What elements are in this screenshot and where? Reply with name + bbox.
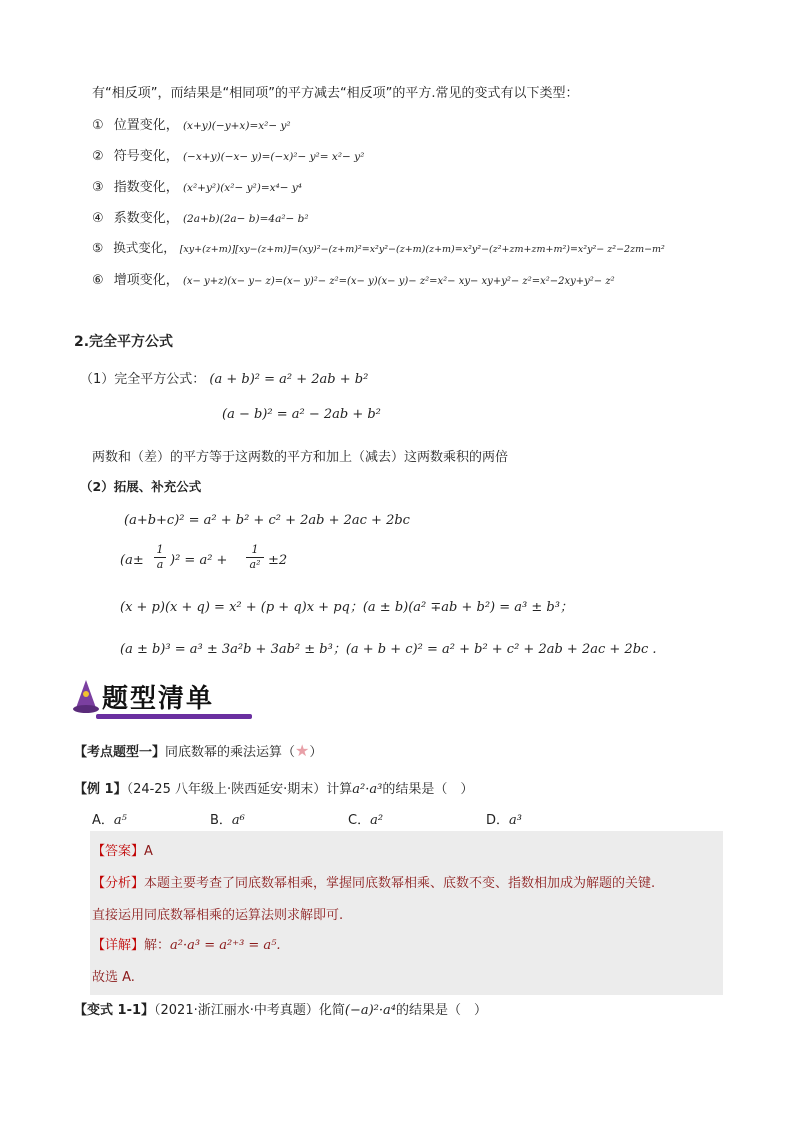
ext2-mid: )² = a² + <box>170 553 228 568</box>
option-value: a³ <box>509 813 522 828</box>
analysis-tag: 【分析】 <box>92 876 145 891</box>
item-number: ④ <box>92 211 104 226</box>
answer-value: A <box>144 844 153 859</box>
frac-den: a² <box>249 558 261 571</box>
frac-num: 1 <box>154 543 166 558</box>
item-label: 增项变化， <box>113 273 179 288</box>
answer-tag: 【答案】 <box>92 844 145 859</box>
list-item <box>92 207 309 226</box>
item-label: 符号变化， <box>113 149 179 164</box>
item-label: 换式变化， <box>113 240 176 255</box>
formula-diff-square: (a − b)² = a² − 2ab + b² <box>222 407 381 422</box>
option-a <box>92 809 127 828</box>
example-question <box>74 778 473 797</box>
analysis-line-2: 直接运用同底数幂相乘的运算法则求解即可. <box>92 908 344 923</box>
item-label: 位置变化， <box>113 118 179 133</box>
section-banner <box>72 674 252 722</box>
analysis-line <box>92 872 655 891</box>
type-bracket: 【考点题型一】 <box>74 745 166 760</box>
list-item <box>92 176 302 195</box>
option-value: a⁵ <box>113 813 127 828</box>
item-label: 系数变化， <box>113 211 179 226</box>
ext2-right: ±2 <box>268 553 288 568</box>
list-item <box>92 269 615 288</box>
example-tail: 的结果是（ ） <box>382 782 474 797</box>
item-expr: (2a+b)(2a− b)=4a²− b² <box>182 213 309 225</box>
sub-heading-1 <box>80 368 368 387</box>
ext-formula-3: (x + p)(x + q) = x² + (p + q)x + pq；(a ± b)(a² ∓ab + b²) = a³ ± b³； <box>120 600 573 615</box>
fraction-1 <box>154 543 166 572</box>
ext2-left: (a± <box>120 553 144 568</box>
fraction-2 <box>246 543 264 572</box>
option-b <box>210 809 245 828</box>
item-label: 指数变化， <box>113 180 179 195</box>
formula-description: 两数和（差）的平方等于这两数的平方和加上（减去）这两数乘积的两倍 <box>92 450 509 465</box>
variant-question <box>74 999 487 1018</box>
option-d <box>486 809 522 828</box>
option-letter: B． <box>210 813 232 828</box>
item-number: ⑥ <box>92 273 104 288</box>
section-title: 2.完全平方公式 <box>74 334 174 350</box>
detail-line <box>92 934 281 953</box>
banner-underline <box>96 714 252 719</box>
type-close: ） <box>309 745 323 760</box>
item-number: ③ <box>92 180 104 195</box>
frac-den: a <box>156 558 164 571</box>
conclusion-text: 故选 A. <box>92 970 135 985</box>
list-item <box>92 145 364 164</box>
variant-tail: 的结果是（ ） <box>395 1003 487 1018</box>
sub-label: （1）完全平方公式： <box>80 372 206 387</box>
detail-tag: 【详解】 <box>92 938 145 953</box>
list-item <box>92 238 665 256</box>
item-number: ① <box>92 118 104 133</box>
formula-sum-square: (a + b)² = a² + 2ab + b² <box>209 372 369 387</box>
item-expr: (−x+y)(−x− y)=(−x)²− y²= x²− y² <box>182 151 365 163</box>
star-icon: ★ <box>295 741 310 760</box>
ext-formula-4: (a ± b)³ = a³ ± 3a²b + 3ab² ± b³；(a + b + c)² = a² + b² + c² + 2ab + 2ac + 2bc . <box>120 642 657 657</box>
item-expr: (x− y+z)(x− y− z)=(x− y)²− z²=(x− y)(x− y)− z²=x²− xy− xy+y²− z²=x²−2xy+y²− z² <box>182 276 615 287</box>
question-type-heading <box>74 741 322 760</box>
detail-expr: a²·a³ = a²⁺³ = a⁵. <box>170 938 281 953</box>
option-value: a⁶ <box>231 813 245 828</box>
item-expr: (x+y)(−y+x)=x²− y² <box>182 120 291 132</box>
option-c <box>348 809 383 828</box>
analysis-text: 本题主要考查了同底数幂相乘，掌握同底数幂相乘、底数不变、指数相加成为解题的关键. <box>144 876 656 891</box>
detail-text: 解： <box>144 938 171 953</box>
item-number: ⑤ <box>92 240 104 255</box>
variant-tag: 【变式 1-1】 <box>74 1003 155 1018</box>
example-tag: 【例 1】 <box>74 782 127 797</box>
ext-formula-1: (a+b+c)² = a² + b² + c² + 2ab + 2ac + 2bc <box>124 513 410 528</box>
option-value: a² <box>370 813 384 828</box>
item-expr: (x²+y²)(x²− y²)=x⁴− y⁴ <box>182 182 303 194</box>
item-number: ② <box>92 149 104 164</box>
option-letter: A． <box>92 813 114 828</box>
intro-text: 有“相反项”，而结果是“相同项”的平方减去“相反项”的平方.常见的变式有以下类型： <box>92 86 579 101</box>
frac-num: 1 <box>246 543 264 558</box>
option-letter: C． <box>348 813 371 828</box>
wizard-hat-icon <box>72 678 100 716</box>
variant-expr: (−a)²·a⁴ <box>344 1003 396 1018</box>
list-item <box>92 114 291 133</box>
item-expr: [xy+(z+m)][xy−(z+m)]=(xy)²−(z+m)²=x²y²−(z+m)(z+m)=x²y²−(z²+zm+zm+m²)=x²y²− z²−2zm−m² <box>179 244 665 255</box>
variant-text: （2021·浙江丽水·中考真题）化简 <box>154 1003 345 1018</box>
example-expr: a²·a³ <box>352 782 383 797</box>
answer-line <box>92 840 153 859</box>
type-text: 同底数幂的乘法运算（ <box>165 745 296 760</box>
example-text: （24-25 八年级上·陕西延安·期末）计算 <box>126 782 353 797</box>
option-letter: D． <box>486 813 510 828</box>
sub-heading-2: （2）拓展、补充公式 <box>80 479 202 494</box>
banner-title: 题型清单 <box>102 684 215 714</box>
